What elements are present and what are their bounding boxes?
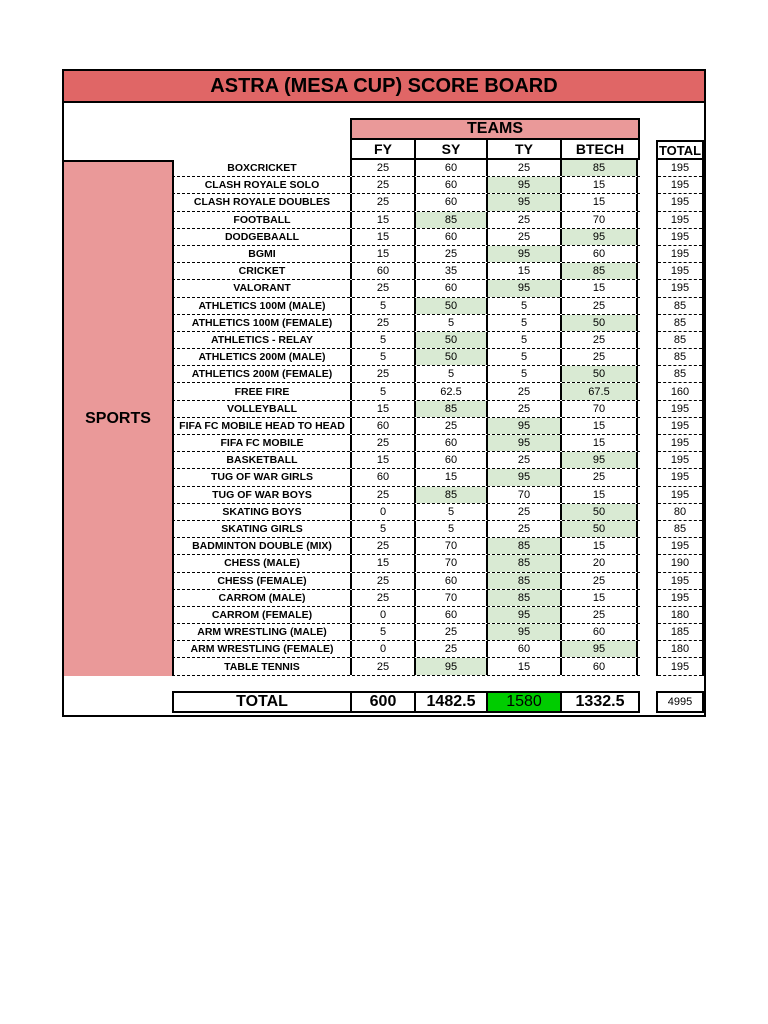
- score-cell-ty: 25: [486, 160, 560, 176]
- col-header-sy: SY: [414, 140, 486, 160]
- score-cell-fy: 15: [350, 212, 414, 228]
- score-cell-fy: 25: [350, 160, 414, 176]
- score-cell-ty: 95: [486, 435, 560, 451]
- row-total: 190: [658, 555, 702, 572]
- row-total: 195: [658, 487, 702, 504]
- table-row: [172, 658, 640, 675]
- sport-name: FIFA FC MOBILE HEAD TO HEAD: [172, 418, 350, 434]
- score-cell-fy: 25: [350, 590, 414, 606]
- score-cell-ty: 5: [486, 332, 560, 348]
- row-total: 195: [658, 538, 702, 555]
- table-row: [172, 555, 640, 572]
- row-total: 195: [658, 590, 702, 607]
- total-sy: 1482.5: [414, 691, 486, 713]
- score-cell-ty: 95: [486, 194, 560, 210]
- table-row: [172, 538, 640, 555]
- table-row: [172, 366, 640, 383]
- sport-name: CHESS (MALE): [172, 555, 350, 571]
- score-cell-sy: 50: [414, 298, 486, 314]
- score-cell-sy: 95: [414, 658, 486, 674]
- row-total: 195: [658, 469, 702, 486]
- score-cell-btech: 25: [560, 298, 638, 314]
- score-cell-ty: 25: [486, 521, 560, 537]
- row-total: 195: [658, 194, 702, 211]
- total-fy: 600: [350, 691, 414, 713]
- score-cell-sy: 70: [414, 555, 486, 571]
- table-row: [172, 435, 640, 452]
- table-row: [172, 229, 640, 246]
- score-cell-sy: 60: [414, 607, 486, 623]
- table-row: [172, 212, 640, 229]
- score-cell-btech: 50: [560, 366, 638, 382]
- score-cell-sy: 60: [414, 160, 486, 176]
- table-row: [172, 280, 640, 297]
- score-cell-fy: 5: [350, 298, 414, 314]
- score-cell-fy: 25: [350, 177, 414, 193]
- score-cell-ty: 25: [486, 212, 560, 228]
- sport-name: VOLLEYBALL: [172, 401, 350, 417]
- score-cell-fy: 5: [350, 332, 414, 348]
- table-row: [172, 349, 640, 366]
- score-cell-ty: 95: [486, 624, 560, 640]
- score-cell-ty: 95: [486, 418, 560, 434]
- sport-name: ATHLETICS 200M (MALE): [172, 349, 350, 365]
- table-row: [172, 573, 640, 590]
- score-cell-fy: 5: [350, 521, 414, 537]
- row-total: 195: [658, 212, 702, 229]
- score-cell-fy: 0: [350, 504, 414, 520]
- score-cell-btech: 95: [560, 641, 638, 657]
- score-cell-fy: 15: [350, 246, 414, 262]
- table-row: [172, 521, 640, 538]
- score-cell-sy: 60: [414, 573, 486, 589]
- score-cell-sy: 5: [414, 366, 486, 382]
- score-cell-sy: 70: [414, 538, 486, 554]
- table-row: [172, 590, 640, 607]
- sport-name: CLASH ROYALE DOUBLES: [172, 194, 350, 210]
- score-cell-ty: 5: [486, 298, 560, 314]
- board-title: ASTRA (MESA CUP) SCORE BOARD: [64, 71, 704, 103]
- row-total: 85: [658, 332, 702, 349]
- row-total: 195: [658, 418, 702, 435]
- score-cell-sy: 60: [414, 452, 486, 468]
- table-row: [172, 504, 640, 521]
- score-cell-ty: 95: [486, 280, 560, 296]
- sport-name: ATHLETICS - RELAY: [172, 332, 350, 348]
- score-cell-ty: 95: [486, 177, 560, 193]
- score-cell-btech: 25: [560, 332, 638, 348]
- score-cell-fy: 0: [350, 641, 414, 657]
- row-total: 160: [658, 383, 702, 400]
- sport-name: TABLE TENNIS: [172, 658, 350, 674]
- teams-header: TEAMS: [350, 118, 640, 140]
- row-total: 195: [658, 160, 702, 177]
- score-cell-ty: 95: [486, 607, 560, 623]
- sport-name: ATHLETICS 100M (MALE): [172, 298, 350, 314]
- sport-name: VALORANT: [172, 280, 350, 296]
- score-cell-fy: 25: [350, 538, 414, 554]
- score-cell-ty: 15: [486, 263, 560, 279]
- sport-name: BGMI: [172, 246, 350, 262]
- table-row: [172, 246, 640, 263]
- score-cell-fy: 25: [350, 280, 414, 296]
- score-cell-ty: 25: [486, 383, 560, 399]
- row-total: 85: [658, 315, 702, 332]
- score-cell-btech: 50: [560, 504, 638, 520]
- score-cell-fy: 15: [350, 452, 414, 468]
- row-total: 85: [658, 349, 702, 366]
- col-header-fy: FY: [350, 140, 414, 160]
- table-row: [172, 263, 640, 280]
- score-cell-ty: 85: [486, 573, 560, 589]
- score-cell-ty: 15: [486, 658, 560, 674]
- sport-name: ATHLETICS 200M (FEMALE): [172, 366, 350, 382]
- score-cell-ty: 85: [486, 538, 560, 554]
- row-total: 85: [658, 298, 702, 315]
- score-cell-btech: 25: [560, 573, 638, 589]
- score-cell-sy: 62.5: [414, 383, 486, 399]
- sport-name: CRICKET: [172, 263, 350, 279]
- score-cell-fy: 25: [350, 658, 414, 674]
- totals-label: TOTAL: [172, 691, 350, 713]
- score-cell-sy: 60: [414, 194, 486, 210]
- row-total: 85: [658, 366, 702, 383]
- table-row: [172, 452, 640, 469]
- row-total: 195: [658, 280, 702, 297]
- sport-name: CLASH ROYALE SOLO: [172, 177, 350, 193]
- score-cell-fy: 25: [350, 315, 414, 331]
- score-cell-sy: 5: [414, 504, 486, 520]
- sport-name: SKATING GIRLS: [172, 521, 350, 537]
- score-cell-btech: 70: [560, 212, 638, 228]
- row-total: 80: [658, 504, 702, 521]
- table-row: [172, 469, 640, 486]
- score-cell-sy: 25: [414, 624, 486, 640]
- table-row: [172, 607, 640, 624]
- score-cell-btech: 60: [560, 624, 638, 640]
- table-row: [172, 383, 640, 400]
- row-total: 195: [658, 263, 702, 280]
- score-cell-ty: 5: [486, 349, 560, 365]
- score-cell-fy: 25: [350, 194, 414, 210]
- score-cell-btech: 25: [560, 469, 638, 485]
- table-row: [172, 315, 640, 332]
- score-cell-fy: 60: [350, 469, 414, 485]
- row-total: 195: [658, 452, 702, 469]
- score-cell-btech: 95: [560, 229, 638, 245]
- score-cell-sy: 85: [414, 401, 486, 417]
- score-cell-sy: 25: [414, 246, 486, 262]
- score-cell-btech: 15: [560, 538, 638, 554]
- sport-name: DODGEBAALL: [172, 229, 350, 245]
- sport-name: BOXCRICKET: [172, 160, 350, 176]
- score-cell-sy: 25: [414, 641, 486, 657]
- sport-name: TUG OF WAR GIRLS: [172, 469, 350, 485]
- score-cell-sy: 15: [414, 469, 486, 485]
- score-cell-sy: 5: [414, 315, 486, 331]
- score-cell-fy: 25: [350, 435, 414, 451]
- score-cell-fy: 25: [350, 573, 414, 589]
- table-row: [172, 194, 640, 211]
- sport-name: BADMINTON DOUBLE (MIX): [172, 538, 350, 554]
- score-cell-btech: 85: [560, 160, 638, 176]
- score-cell-btech: 15: [560, 418, 638, 434]
- row-totals: [656, 160, 704, 676]
- table-row: [172, 624, 640, 641]
- score-cell-fy: 15: [350, 401, 414, 417]
- row-total: 195: [658, 177, 702, 194]
- score-cell-fy: 5: [350, 624, 414, 640]
- score-cell-fy: 25: [350, 366, 414, 382]
- score-cell-ty: 85: [486, 590, 560, 606]
- score-cell-fy: 15: [350, 229, 414, 245]
- row-total: 195: [658, 401, 702, 418]
- score-cell-fy: 0: [350, 607, 414, 623]
- table-row: [172, 401, 640, 418]
- row-total: 185: [658, 624, 702, 641]
- score-cell-btech: 70: [560, 401, 638, 417]
- row-total: 180: [658, 607, 702, 624]
- table-row: [172, 160, 640, 177]
- row-total: 180: [658, 641, 702, 658]
- score-cell-sy: 70: [414, 590, 486, 606]
- score-cell-ty: 85: [486, 555, 560, 571]
- sport-name: FOOTBALL: [172, 212, 350, 228]
- row-total: 195: [658, 658, 702, 675]
- totals-row: [172, 691, 640, 713]
- score-cell-btech: 60: [560, 246, 638, 262]
- score-cell-sy: 60: [414, 280, 486, 296]
- score-cell-ty: 25: [486, 504, 560, 520]
- score-cell-sy: 60: [414, 435, 486, 451]
- sport-name: CARROM (MALE): [172, 590, 350, 606]
- score-cell-sy: 60: [414, 177, 486, 193]
- table-row: [172, 298, 640, 315]
- score-cell-sy: 50: [414, 349, 486, 365]
- score-cell-ty: 5: [486, 366, 560, 382]
- score-cell-ty: 25: [486, 229, 560, 245]
- score-cell-btech: 95: [560, 452, 638, 468]
- col-header-btech: BTECH: [560, 140, 640, 160]
- sport-name: FREE FIRE: [172, 383, 350, 399]
- table-row: [172, 332, 640, 349]
- table-row: [172, 641, 640, 658]
- sport-name: ATHLETICS 100M (FEMALE): [172, 315, 350, 331]
- sport-name: CARROM (FEMALE): [172, 607, 350, 623]
- score-cell-sy: 5: [414, 521, 486, 537]
- table-row: [172, 487, 640, 504]
- total-ty: 1580: [486, 691, 560, 713]
- score-cell-sy: 60: [414, 229, 486, 245]
- grand-total: 4995: [656, 691, 704, 713]
- score-cell-ty: 25: [486, 452, 560, 468]
- score-cell-sy: 85: [414, 487, 486, 503]
- score-cell-ty: 60: [486, 641, 560, 657]
- score-board: [62, 69, 706, 717]
- score-cell-btech: 50: [560, 521, 638, 537]
- sport-name: CHESS (FEMALE): [172, 573, 350, 589]
- score-cell-btech: 60: [560, 658, 638, 674]
- table-row: [172, 418, 640, 435]
- score-cell-btech: 67.5: [560, 383, 638, 399]
- score-cell-btech: 15: [560, 177, 638, 193]
- score-cell-fy: 60: [350, 263, 414, 279]
- sport-name: TUG OF WAR BOYS: [172, 487, 350, 503]
- table-row: [172, 177, 640, 194]
- score-cell-ty: 95: [486, 246, 560, 262]
- score-cell-ty: 25: [486, 401, 560, 417]
- score-cell-btech: 15: [560, 590, 638, 606]
- score-cell-sy: 85: [414, 212, 486, 228]
- score-cell-fy: 5: [350, 349, 414, 365]
- score-cell-fy: 5: [350, 383, 414, 399]
- score-cell-sy: 25: [414, 418, 486, 434]
- score-cell-sy: 50: [414, 332, 486, 348]
- sport-name: SKATING BOYS: [172, 504, 350, 520]
- score-rows: [172, 160, 640, 676]
- sport-name: FIFA FC MOBILE: [172, 435, 350, 451]
- score-cell-btech: 15: [560, 435, 638, 451]
- total-column-header: TOTAL: [656, 140, 704, 160]
- sport-name: ARM WRESTLING (FEMALE): [172, 641, 350, 657]
- score-cell-ty: 70: [486, 487, 560, 503]
- category-sports: SPORTS: [64, 160, 172, 676]
- total-btech: 1332.5: [560, 691, 640, 713]
- score-cell-btech: 20: [560, 555, 638, 571]
- row-total: 195: [658, 229, 702, 246]
- score-cell-btech: 25: [560, 349, 638, 365]
- row-total: 195: [658, 573, 702, 590]
- score-cell-btech: 50: [560, 315, 638, 331]
- score-cell-ty: 95: [486, 469, 560, 485]
- score-cell-ty: 5: [486, 315, 560, 331]
- sport-name: BASKETBALL: [172, 452, 350, 468]
- score-cell-btech: 15: [560, 280, 638, 296]
- sport-name: ARM WRESTLING (MALE): [172, 624, 350, 640]
- col-header-ty: TY: [486, 140, 560, 160]
- score-cell-btech: 85: [560, 263, 638, 279]
- row-total: 85: [658, 521, 702, 538]
- score-cell-btech: 25: [560, 607, 638, 623]
- score-cell-sy: 35: [414, 263, 486, 279]
- score-cell-fy: 60: [350, 418, 414, 434]
- score-cell-btech: 15: [560, 487, 638, 503]
- score-cell-fy: 25: [350, 487, 414, 503]
- score-cell-fy: 15: [350, 555, 414, 571]
- row-total: 195: [658, 246, 702, 263]
- row-total: 195: [658, 435, 702, 452]
- score-cell-btech: 15: [560, 194, 638, 210]
